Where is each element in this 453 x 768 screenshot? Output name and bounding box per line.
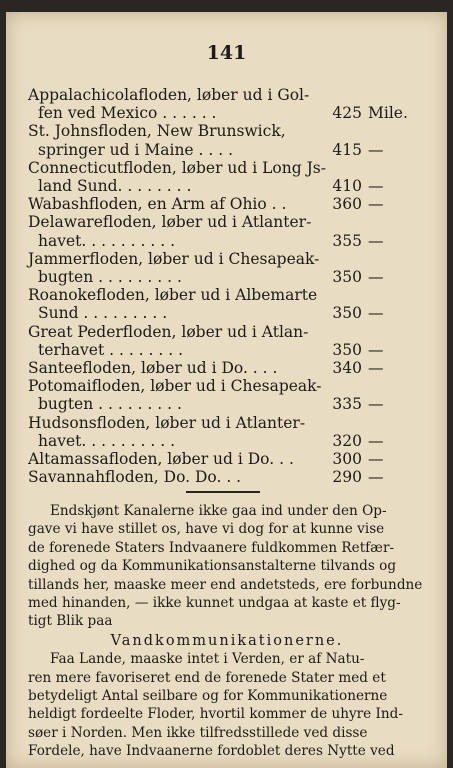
river-entry-text: fen ved Mexico . . . . . . — [38, 104, 217, 123]
river-distance-unit: — — [368, 468, 384, 487]
river-distance-list — [28, 86, 424, 486]
river-distance — [318, 104, 422, 122]
river-distance-unit: — — [368, 195, 384, 214]
river-entry — [28, 286, 424, 322]
river-distance — [318, 450, 422, 468]
river-distance-value: 300 — [332, 450, 362, 469]
text-line: ren mere favoriseret end de forenede Stater med et — [28, 669, 386, 686]
river-distance — [318, 177, 422, 195]
river-distance-unit: — — [368, 231, 384, 250]
river-entry-text: Jammerfloden, løber ud i Chesapeak- — [28, 249, 320, 268]
river-distance-unit: — — [368, 395, 384, 414]
text-line: Endskjønt Kanalerne ikke gaa ind under den Op- — [50, 503, 387, 519]
river-entry — [28, 450, 424, 468]
river-distance — [318, 359, 422, 377]
section-heading: Vandkommunikationerne. — [110, 632, 344, 649]
river-distance-value: 350 — [332, 268, 362, 287]
river-distance — [318, 468, 422, 486]
text-line: de forenede Staters Indvaanere fuldkommen Retfær- — [28, 539, 395, 556]
river-entry — [28, 159, 424, 195]
river-entry-text: Great Pederfloden, løber ud i Atlan- — [28, 322, 309, 341]
river-entry — [28, 377, 424, 413]
river-distance — [318, 304, 422, 322]
river-distance-value: 360 — [332, 195, 362, 214]
river-entry-text: Hudsonsfloden, løber ud i Atlanter- — [28, 413, 306, 432]
river-distance-unit: — — [368, 177, 384, 196]
river-entry-text: Altamassafloden, løber ud i Do. . . — [28, 450, 294, 469]
text-line: Faa Lande, maaske intet i Verden, er af Natu- — [50, 651, 365, 668]
river-entry-text: Wabashfloden, en Arm af Ohio . . — [28, 195, 287, 214]
river-distance-value: 350 — [332, 340, 362, 359]
river-entry — [28, 195, 424, 213]
paragraph-rivers — [28, 650, 426, 760]
river-distance-value: 415 — [332, 140, 362, 159]
river-entry — [28, 414, 424, 450]
river-entry-text: havet. . . . . . . . . . — [38, 431, 175, 450]
river-entry-text: terhavet . . . . . . . . — [38, 340, 184, 359]
river-entry-text: Connecticutfloden, løber ud i Long Js- — [28, 158, 326, 177]
river-distance-value: 410 — [332, 177, 362, 196]
river-entry — [28, 213, 424, 249]
river-distance — [318, 232, 422, 250]
text-line: søer i Norden. Men ikke tilfredsstillede ved disse — [28, 724, 368, 741]
river-entry-text: Santeefloden, løber ud i Do. . . . — [28, 359, 278, 378]
river-distance-unit: — — [368, 304, 384, 323]
river-distance-value: 350 — [332, 304, 362, 323]
river-distance-unit: Mile. — [368, 104, 408, 123]
text-line: tigt Blik paa — [28, 613, 113, 630]
river-entry — [28, 359, 424, 377]
body-text — [28, 502, 426, 761]
river-entry-text: havet. . . . . . . . . . — [38, 231, 175, 250]
section-divider — [186, 491, 260, 493]
river-entry-text: Sund . . . . . . . . . — [38, 304, 168, 323]
river-distance-value: 290 — [332, 468, 362, 487]
river-distance-unit: — — [368, 450, 384, 469]
river-distance-unit: — — [368, 140, 384, 159]
river-entry — [28, 468, 424, 486]
river-entry-text: land Sund. . . . . . . . — [38, 177, 192, 196]
river-entry-text: Potomaifloden, løber ud i Chesapeak- — [28, 377, 322, 396]
river-distance-value: 355 — [332, 231, 362, 250]
river-entry — [28, 323, 424, 359]
river-distance — [318, 395, 422, 413]
river-distance-value: 335 — [332, 395, 362, 414]
river-distance — [318, 141, 422, 159]
paragraph-canals — [28, 502, 426, 631]
text-line: dighed og da Kommunikationsanstalterne tilvands og — [28, 558, 397, 575]
river-distance-value: 320 — [332, 431, 362, 450]
river-entry-text: Roanokefloden, løber ud i Albemarte — [28, 286, 318, 305]
river-distance — [318, 268, 422, 286]
river-entry-text: Appalachicolafloden, løber ud i Gol- — [28, 86, 310, 104]
river-entry-text: bugten . . . . . . . . . — [38, 268, 182, 287]
river-distance-unit: — — [368, 268, 384, 287]
river-distance-value: 340 — [332, 359, 362, 378]
river-entry-text: springer ud i Maine . . . . — [38, 140, 234, 159]
river-distance — [318, 195, 422, 213]
text-line: med hinanden, — ikke kunnet undgaa at kaste et flyg- — [28, 595, 401, 612]
river-distance — [318, 341, 422, 359]
river-distance-value: 425 — [332, 104, 362, 123]
river-entry — [28, 86, 424, 122]
text-line: betydeligt Antal seilbare og for Kommunikationerne — [28, 688, 388, 705]
text-line: Fordele, have Indvaanerne fordoblet deres Nytte ved — [28, 743, 395, 760]
river-distance-unit: — — [368, 431, 384, 450]
river-entry-text: Delawarefloden, løber ud i Atlanter- — [28, 213, 312, 232]
river-entry-text: bugten . . . . . . . . . — [38, 395, 182, 414]
river-distance — [318, 432, 422, 450]
text-line: heldigt fordeelte Floder, hvortil kommer de uhyre Ind- — [28, 706, 403, 723]
text-line: tillands her, maaske meer end andetsteds, ere forbundne — [28, 576, 423, 593]
river-entry-text: St. Johnsfloden, New Brunswick, — [28, 122, 286, 141]
book-page — [6, 12, 447, 768]
text-line: gave vi have stillet os, have vi dog for at kunne vise — [28, 521, 385, 538]
river-entry-text: Savannahfloden, Do. Do. . . — [28, 468, 242, 487]
page-number: 141 — [206, 42, 247, 64]
river-distance-unit: — — [368, 359, 384, 378]
river-entry — [28, 122, 424, 158]
river-entry — [28, 250, 424, 286]
river-distance-unit: — — [368, 340, 384, 359]
